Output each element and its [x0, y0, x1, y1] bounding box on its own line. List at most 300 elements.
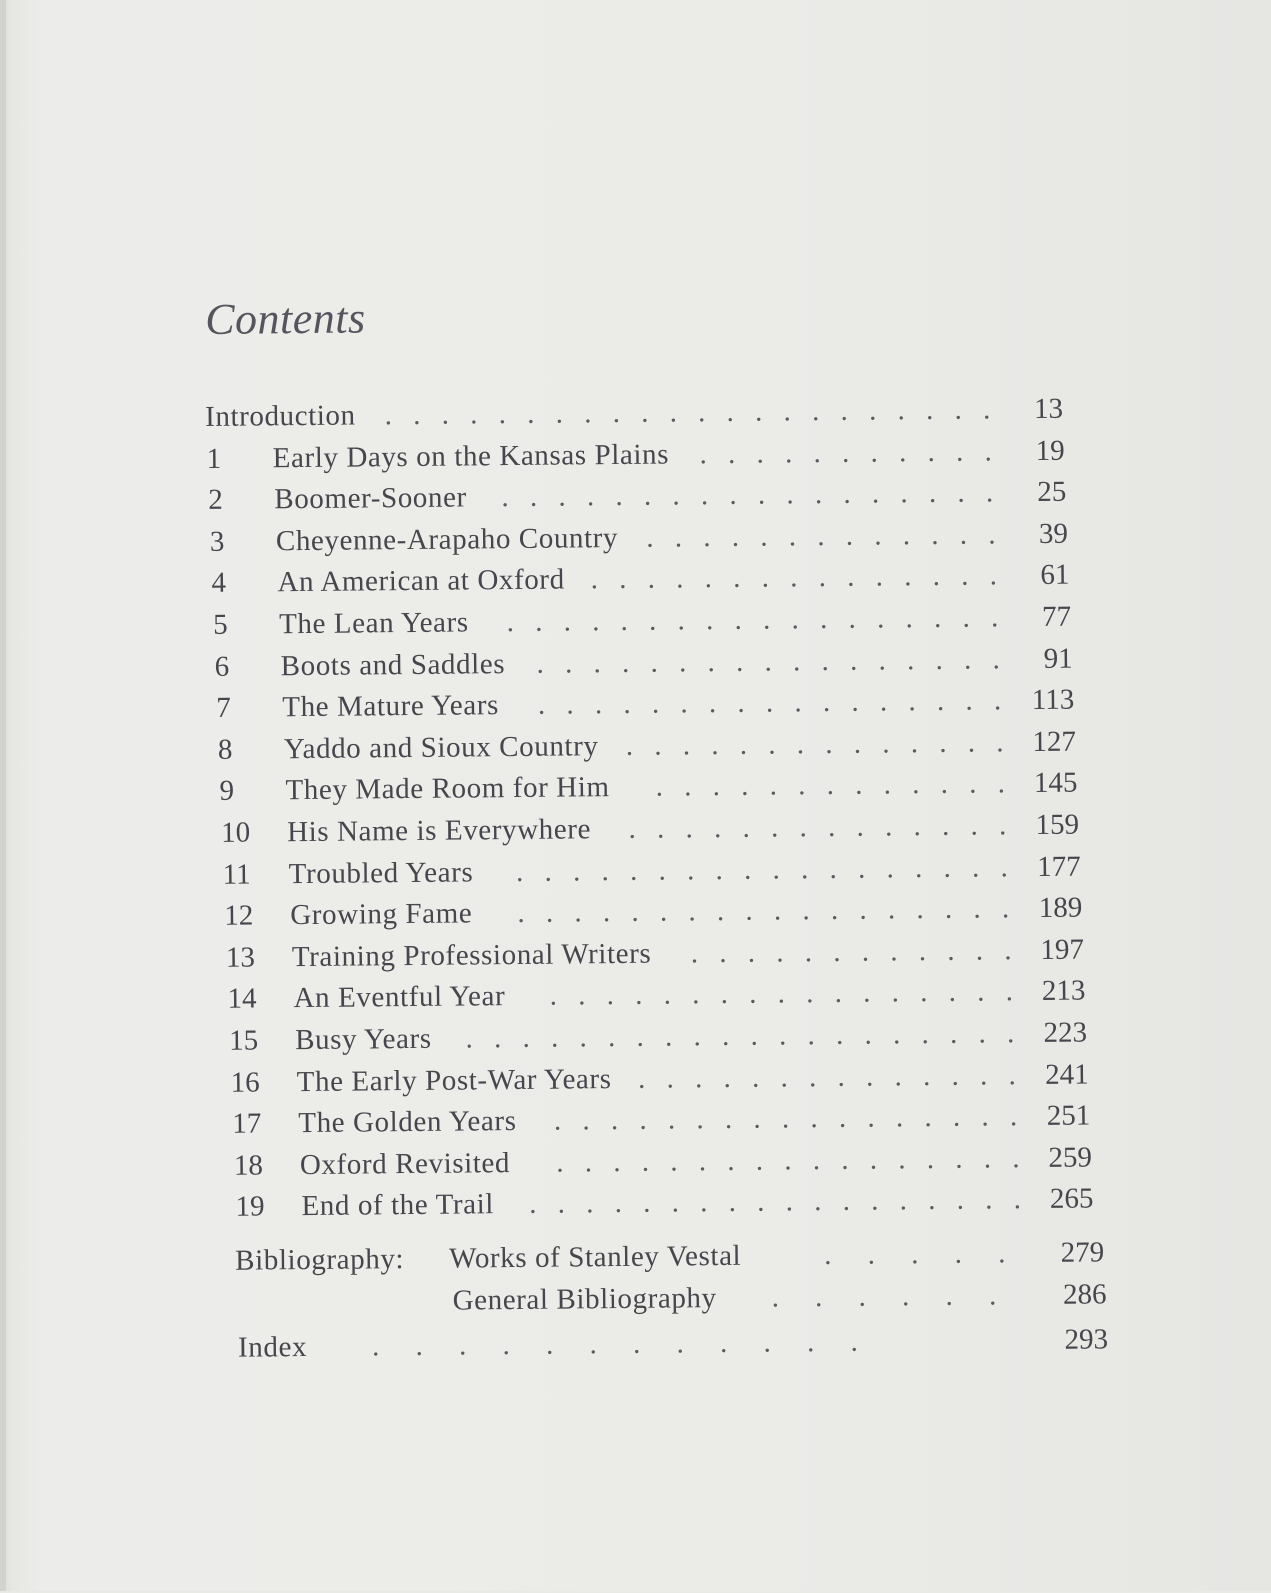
leader-dot: .	[891, 976, 900, 1009]
leader-dot: .	[735, 645, 744, 678]
leader-dot: .	[726, 395, 735, 428]
leader-dot: .	[760, 520, 768, 553]
leader-dot: .	[670, 1145, 678, 1178]
leader-dot: .	[698, 1144, 707, 1178]
leader-dot: .	[677, 604, 686, 637]
leader-dot: .	[922, 1059, 931, 1092]
leader-dot: .	[685, 812, 693, 845]
leader-dot: .	[857, 852, 866, 885]
leader-dot: .	[707, 645, 715, 678]
toc-row-index	[10, 1318, 1271, 1370]
leader-dot: .	[848, 602, 856, 635]
leader-dot: .	[955, 1142, 963, 1175]
leader-dot: .	[906, 643, 915, 676]
leader-dot: .	[1001, 892, 1010, 925]
leader-dot: .	[947, 934, 955, 967]
leader-dot: .	[984, 435, 992, 468]
leader-dot: .	[959, 518, 968, 551]
leader-dot: .	[754, 395, 763, 428]
leader-dot: .	[948, 976, 957, 1009]
leader-dot: .	[944, 892, 953, 926]
leader-dot: .	[871, 477, 880, 510]
leader-dot: .	[892, 1018, 901, 1051]
leader-dot: .	[591, 605, 600, 638]
leader-dot: .	[817, 519, 825, 552]
leader-dot: .	[574, 896, 582, 929]
leader-dot: .	[785, 1185, 794, 1218]
toc-page-number: 213	[1041, 974, 1086, 1008]
chapter-number: 7	[216, 691, 231, 725]
leader-dot: .	[869, 1143, 878, 1176]
leader-dot: .	[970, 809, 978, 842]
leader-dot: .	[594, 688, 603, 721]
leader-dot: .	[743, 853, 752, 886]
leader-dot: .	[928, 477, 937, 510]
leader-dot: .	[651, 687, 660, 720]
leader-dot: .	[941, 809, 950, 842]
leader-dot: .	[861, 935, 870, 968]
leader-dot: .	[674, 521, 683, 554]
leader-dot: .	[555, 397, 564, 430]
leader-dot: .	[769, 769, 778, 802]
leader-dot: .	[842, 1185, 851, 1218]
leader-dot: .	[667, 1103, 676, 1136]
leader-dot: .	[791, 603, 799, 636]
leader-dot: .	[975, 934, 984, 967]
leader-dot: .	[612, 396, 621, 430]
leader-dot: .	[640, 396, 649, 429]
leader-dot: .	[716, 895, 725, 928]
leader-dot: .	[534, 605, 543, 638]
chapter-number: 15	[228, 1024, 259, 1057]
leader-dot: .	[712, 770, 721, 803]
leader-dot: .	[544, 855, 552, 888]
leader-dot: .	[556, 1146, 564, 1179]
leader-dot: .	[813, 436, 821, 469]
leader-dot: .	[838, 1102, 847, 1135]
leader-dot: .	[956, 1184, 965, 1217]
leader-dot: .	[1009, 1100, 1018, 1133]
leader-dot: .	[952, 1100, 961, 1133]
toc-page-number: 113	[1031, 683, 1075, 717]
leader-dot: .	[619, 563, 627, 596]
leader-dot: .	[967, 726, 976, 759]
leader-dot: .	[637, 1062, 646, 1095]
leader-dot: .	[784, 436, 793, 469]
leader-dot: .	[826, 769, 835, 802]
leader-dot: .	[940, 768, 949, 801]
leader-dot: .	[985, 476, 994, 509]
chapter-number: 2	[208, 483, 223, 517]
toc-page-number: 241	[1045, 1058, 1089, 1091]
leader-dot: .	[822, 686, 831, 719]
leader-dot: .	[845, 519, 854, 552]
leader-dot: .	[727, 1144, 735, 1177]
dot-leader: . . . . . . . . . . . .	[371, 1325, 858, 1363]
leader-dot: .	[933, 601, 942, 634]
leader-dot: .	[682, 729, 691, 762]
leader-dot: .	[635, 979, 643, 1012]
leader-dot: .	[878, 644, 886, 677]
leader-dot: .	[1005, 975, 1014, 1008]
chapter-number: 16	[230, 1066, 260, 1099]
leader-dot: .	[916, 893, 924, 926]
toc-page-number: 61	[1040, 559, 1070, 592]
leader-dot: .	[918, 934, 927, 967]
leader-dot: .	[750, 1019, 758, 1052]
leader-dot: .	[786, 478, 794, 511]
leader-dot: .	[886, 851, 894, 885]
leader-dot: .	[1006, 1017, 1015, 1050]
leader-dot: .	[684, 770, 692, 803]
leader-dot: .	[875, 560, 884, 593]
leader-dot: .	[751, 1061, 760, 1094]
leader-dot: .	[908, 685, 916, 718]
leader-dot: .	[680, 687, 688, 720]
leader-dot: .	[802, 894, 810, 927]
leader-dot: .	[870, 436, 878, 469]
leader-dot: .	[593, 646, 601, 679]
leader-dot: .	[961, 560, 969, 593]
leader-dot: .	[557, 1187, 566, 1220]
leader-dot: .	[895, 1101, 904, 1134]
toc-page-number: 77	[1041, 600, 1072, 633]
leader-dot: .	[900, 477, 908, 510]
toc-entry-label: The Golden Years	[298, 1105, 517, 1140]
leader-dot: .	[884, 810, 893, 843]
leader-dot: .	[606, 979, 615, 1012]
leader-dot: .	[658, 854, 666, 887]
leader-dot: .	[700, 479, 709, 512]
leader-dot: .	[898, 1143, 906, 1176]
leader-dot: .	[728, 1186, 737, 1219]
toc-entry-label: His Name is Everywhere	[286, 813, 592, 849]
leader-dot: .	[720, 978, 729, 1011]
leader-dot: .	[957, 476, 965, 509]
leader-dot: .	[1004, 934, 1012, 967]
toc-page-number: 159	[1035, 808, 1080, 842]
leader-dot: .	[629, 854, 638, 887]
leader-dot: .	[943, 851, 951, 884]
leader-dot: .	[469, 398, 478, 431]
leader-dot: .	[935, 643, 943, 676]
toc-entry-label: Training Professional Writers	[291, 937, 652, 973]
leader-dot: .	[914, 851, 923, 884]
chapter-number: 17	[232, 1107, 262, 1140]
leader-dot: .	[664, 1020, 673, 1053]
toc-page-number: 91	[1043, 642, 1073, 675]
leader-dot: .	[700, 1186, 708, 1219]
leader-dot: .	[969, 767, 977, 801]
leader-dot: .	[997, 767, 1006, 800]
leader-dot: .	[827, 810, 836, 843]
leader-dot: .	[724, 1103, 733, 1136]
toc-page-number: 145	[1033, 766, 1078, 800]
leader-dot: .	[825, 727, 833, 760]
leader-dot: .	[646, 521, 654, 554]
leader-dot: .	[949, 1017, 958, 1050]
toc-page-number: 13	[1033, 392, 1064, 425]
leader-dot: .	[983, 1142, 992, 1175]
leader-dot: .	[806, 977, 814, 1010]
leader-dot: .	[904, 560, 912, 593]
leader-dot: .	[756, 437, 764, 470]
leader-dot: .	[985, 1183, 993, 1216]
leader-dot: .	[879, 685, 888, 718]
leader-dot: .	[783, 395, 791, 428]
leader-dot: .	[770, 811, 779, 844]
toc-entry-label: The Mature Years	[282, 689, 500, 724]
bibliography-label: Bibliography:	[235, 1243, 405, 1277]
leader-dot: .	[821, 644, 829, 677]
leader-dot: .	[647, 563, 656, 596]
leader-dot: .	[412, 398, 421, 431]
toc-entry-label: Boots and Saddles	[280, 647, 506, 682]
leader-dot: .	[506, 606, 515, 639]
leader-dot: .	[384, 399, 393, 432]
leader-dot: .	[721, 1019, 730, 1053]
leader-dot: .	[498, 398, 507, 431]
leader-dot: .	[863, 976, 871, 1010]
leader-dot: .	[584, 1146, 593, 1179]
toc-page-number: 279	[1060, 1236, 1105, 1269]
toc-entry-label: Index	[237, 1331, 308, 1364]
leader-dot: .	[690, 937, 699, 970]
leader-dot: .	[799, 811, 807, 844]
leader-dot: .	[699, 437, 707, 470]
dot-leader: . . . . . .	[771, 1279, 997, 1314]
leader-dot: .	[578, 979, 586, 1012]
chapter-number: 5	[212, 608, 228, 641]
leader-dot: .	[739, 728, 748, 761]
leader-dot: .	[910, 726, 919, 759]
leader-dot: .	[1012, 1141, 1020, 1175]
leader-dot: .	[867, 1101, 875, 1134]
leader-dot: .	[890, 935, 898, 968]
leader-dot: .	[993, 684, 1002, 717]
chapter-number: 10	[220, 816, 251, 849]
leader-dot: .	[549, 979, 558, 1013]
leader-dot: .	[776, 936, 784, 969]
leader-dot: .	[965, 684, 973, 717]
leader-dot: .	[804, 935, 813, 969]
leader-dot: .	[749, 978, 757, 1011]
leader-dot: .	[855, 769, 863, 802]
leader-dot: .	[998, 809, 1007, 842]
toc-entry-label: Growing Fame	[290, 897, 473, 932]
leader-dot: .	[897, 394, 905, 427]
leader-dot: .	[741, 770, 749, 803]
leader-dot: .	[564, 647, 573, 680]
leader-dot: .	[773, 894, 782, 927]
toc-entry-label: Troubled Years	[288, 855, 474, 890]
leader-dot: .	[526, 397, 535, 430]
leader-dot: .	[703, 520, 711, 553]
toc-page-number: 127	[1032, 725, 1077, 758]
leader-dot: .	[631, 896, 639, 929]
leader-dot: .	[978, 1017, 986, 1050]
leader-dot: .	[761, 561, 770, 595]
toc-entry-label: Cheyenne-Arapaho Country	[275, 521, 619, 558]
leader-dot: .	[924, 1101, 932, 1134]
leader-dot: .	[988, 518, 996, 551]
leader-dot: .	[899, 1184, 908, 1217]
leader-dot: .	[835, 1018, 844, 1051]
leader-dot: .	[723, 1061, 731, 1094]
leader-dot: .	[962, 601, 970, 634]
chapter-number: 8	[217, 733, 233, 766]
leader-dot: .	[912, 768, 920, 801]
toc-entry-label: Busy Years	[294, 1022, 432, 1057]
chapter-number: 4	[211, 567, 227, 600]
leader-dot: .	[982, 393, 991, 426]
leader-dot: .	[734, 603, 742, 636]
leader-dot: .	[894, 1059, 902, 1092]
leader-dot: .	[550, 1021, 559, 1054]
leader-dot: .	[607, 1021, 616, 1054]
leader-dot: .	[926, 1142, 935, 1175]
leader-dot: .	[615, 480, 623, 513]
toc-page-number: 19	[1035, 434, 1065, 467]
leader-dot: .	[536, 647, 544, 680]
toc-entry-label: An Eventful Year	[293, 980, 506, 1015]
leader-dot: .	[920, 976, 928, 1009]
leader-dot: .	[693, 1020, 701, 1053]
leader-dot: .	[757, 478, 766, 511]
leader-dot: .	[925, 393, 934, 427]
leader-dot: .	[841, 1143, 849, 1176]
leader-dot: .	[729, 479, 737, 512]
toc-entry-label: The Lean Years	[278, 606, 469, 641]
chapter-number: 19	[235, 1190, 265, 1224]
leader-dot: .	[613, 1145, 621, 1178]
chapter-number: 9	[219, 775, 235, 808]
leader-dot: .	[755, 1144, 764, 1177]
leader-dot: .	[928, 1184, 936, 1217]
leader-dot: .	[696, 1103, 704, 1136]
leader-dot: .	[778, 1019, 787, 1052]
leader-dot: .	[853, 727, 862, 760]
leader-dot: .	[777, 977, 786, 1010]
leader-dot: .	[812, 1143, 821, 1176]
leader-dot: .	[794, 686, 802, 719]
leader-dot: .	[545, 896, 554, 929]
leader-dot: .	[989, 559, 998, 592]
leader-dot: .	[672, 479, 680, 512]
page-title: Contents	[204, 293, 366, 344]
leader-dot: .	[643, 479, 652, 512]
leader-dot: .	[871, 1184, 879, 1217]
leader-dot: .	[713, 812, 722, 845]
toc-entry-label: An American at Oxford	[277, 563, 565, 599]
chapter-number: 1	[206, 442, 222, 475]
leader-dot: .	[887, 893, 896, 926]
leader-dot: .	[704, 562, 713, 595]
leader-dot: .	[843, 477, 851, 511]
toc-entry-label: General Bibliography	[452, 1282, 717, 1317]
leader-dot: .	[625, 729, 634, 762]
toc-page-number: 197	[1040, 933, 1085, 966]
leader-dot: .	[936, 685, 945, 718]
chapter-number: 12	[224, 899, 254, 932]
leader-dot: .	[666, 1062, 674, 1095]
toc-entry-label: Works of Stanley Vestal	[449, 1239, 742, 1275]
leader-dot: .	[868, 394, 877, 427]
toc-page-number: 223	[1043, 1016, 1088, 1049]
leader-dot: .	[614, 1187, 623, 1220]
leader-dot: .	[1008, 1058, 1016, 1091]
leader-dot: .	[582, 1104, 590, 1137]
leader-dot: .	[515, 855, 524, 888]
leader-dot: .	[601, 854, 609, 887]
toc-page-number: 251	[1046, 1099, 1091, 1133]
leader-dot: .	[979, 1059, 988, 1092]
leader-dot: .	[639, 1103, 647, 1137]
leader-dot: .	[784, 1144, 792, 1177]
leader-dot: .	[913, 810, 921, 843]
leader-dot: .	[882, 727, 890, 760]
leader-dot: .	[656, 812, 665, 845]
leader-dot: .	[990, 601, 999, 634]
leader-dot: .	[727, 437, 736, 470]
leader-dot: .	[992, 642, 1000, 676]
leader-dot: .	[636, 1020, 644, 1053]
leader-dot: .	[517, 897, 525, 930]
toc-entry-label: Boomer-Sooner	[274, 481, 467, 516]
leader-dot: .	[1000, 850, 1008, 883]
leader-dot: .	[830, 894, 839, 927]
leader-dot: .	[563, 605, 572, 638]
toc-page-number: 265	[1049, 1182, 1094, 1216]
leader-dot: .	[583, 397, 592, 430]
leader-dot: .	[810, 1102, 818, 1135]
toc-page-number: 293	[1064, 1323, 1109, 1356]
leader-dot: .	[659, 895, 668, 928]
leader-dot: .	[837, 1060, 845, 1093]
leader-dot: .	[834, 977, 843, 1010]
leader-dot: .	[669, 396, 678, 429]
leader-dot: .	[697, 396, 706, 429]
leader-dot: .	[537, 688, 546, 721]
leader-dot: .	[676, 562, 684, 595]
leader-dot: .	[529, 480, 538, 514]
toc-entry-label: Oxford Revisited	[299, 1146, 511, 1181]
leader-dot: .	[655, 770, 664, 804]
leader-dot: .	[833, 935, 841, 968]
leader-dot: .	[796, 728, 805, 761]
toc-page-number: 259	[1048, 1141, 1093, 1174]
leader-dot: .	[847, 561, 855, 594]
toc-entry-label: Early Days on the Kansas Plains	[272, 438, 670, 474]
chapter-number: 13	[225, 941, 256, 974]
leader-dot: .	[818, 561, 827, 594]
leader-dot: .	[921, 1018, 929, 1051]
leader-dot: .	[566, 688, 574, 721]
chapter-number: 14	[227, 982, 257, 1016]
leader-dot: .	[708, 687, 717, 720]
chapter-number: 6	[214, 650, 230, 683]
leader-dot: .	[719, 936, 727, 969]
leader-dot: .	[737, 686, 745, 720]
leader-dot: .	[829, 852, 837, 885]
leader-dot: .	[905, 602, 913, 635]
leader-dot: .	[902, 518, 911, 552]
leader-dot: .	[856, 810, 864, 843]
leader-dot: .	[711, 728, 719, 761]
leader-dot: .	[678, 645, 687, 679]
leader-dot: .	[757, 1186, 765, 1219]
leader-dot: .	[772, 853, 780, 886]
